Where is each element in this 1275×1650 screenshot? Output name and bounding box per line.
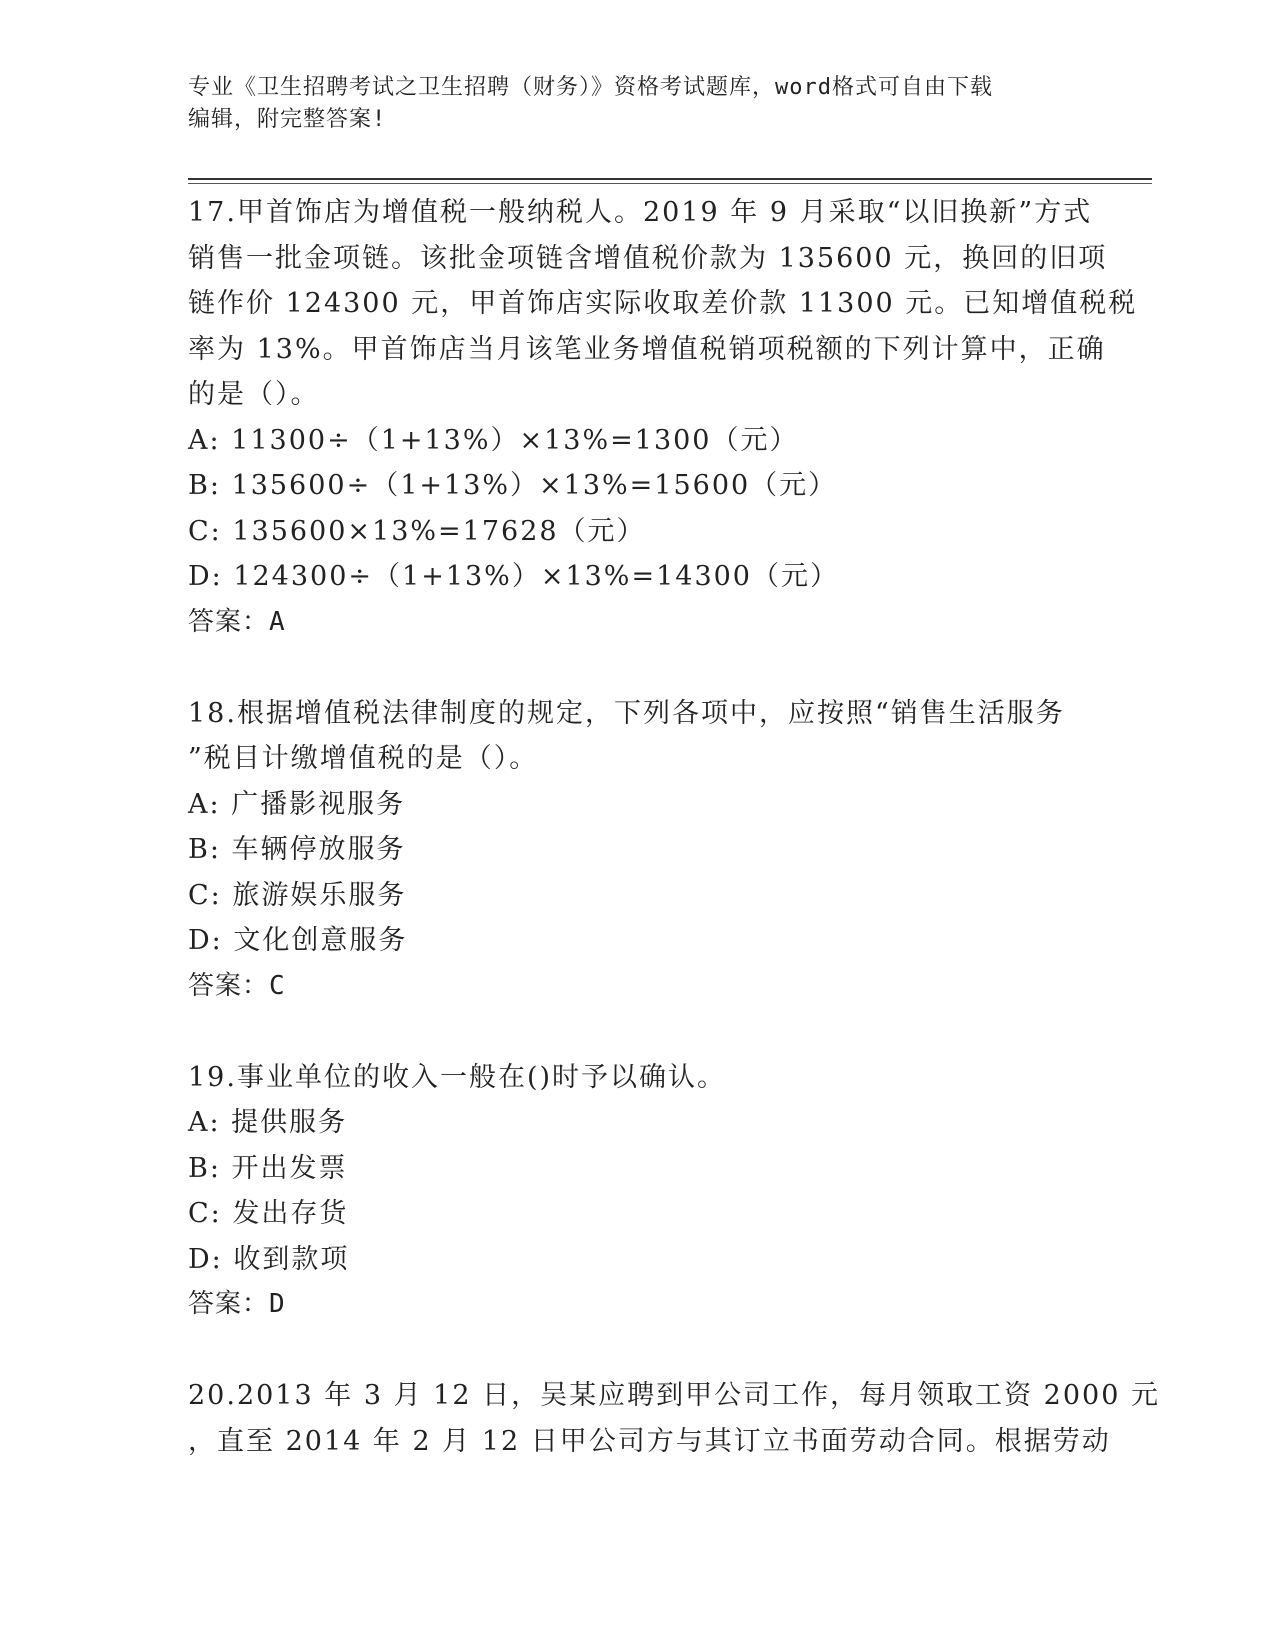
question-17-line-1: 17.甲首饰店为增值税一般纳税人。2019 年 9 月采取“以旧换新”方式 <box>188 197 1093 228</box>
question-20 <box>188 1373 1160 1464</box>
question-19 <box>188 1055 1088 1328</box>
question-18-option-a: A: 广播影视服务 <box>188 788 406 820</box>
question-18-option-c: C: 旅游娱乐服务 <box>188 879 407 911</box>
document-header <box>188 72 1068 136</box>
question-17-line-5: 的是（）。 <box>188 379 320 410</box>
question-19-line-1: 19.事业单位的收入一般在()时予以确认。 <box>188 1061 727 1093</box>
question-20-line-1: 20.2013 年 3 月 12 日，吴某应聘到甲公司工作，每月领取工资 2000 元 <box>188 1380 1160 1411</box>
question-18-option-d: D: 文化创意服务 <box>188 925 408 956</box>
question-19-answer: 答案：D <box>188 1289 286 1319</box>
question-19-option-d: D: 收到款项 <box>188 1243 350 1275</box>
question-list <box>188 190 1160 1464</box>
question-17-option-a: A: 11300÷（1+13%）×13%=1300（元） <box>188 424 799 456</box>
question-19-option-b: B: 开出发票 <box>188 1152 348 1184</box>
question-17-line-2: 销售一批金项链。该批金项链含增值税价款为 135600 元，换回的旧项 <box>188 242 1108 274</box>
question-18-answer: 答案：C <box>188 970 286 1001</box>
question-17-line-4: 率为 13%。甲首饰店当月该笔业务增值税销项税额的下列计算中，正确 <box>188 333 1106 365</box>
question-17-answer: 答案：A <box>188 606 286 637</box>
question-18-option-b: B: 车辆停放服务 <box>188 834 406 865</box>
question-18-line-2: ”税目计缴增值税的是（）。 <box>188 743 539 774</box>
question-17-option-b: B: 135600÷（1+13%）×13%=15600（元） <box>188 470 838 501</box>
question-19-option-c: C: 发出存货 <box>188 1198 349 1229</box>
question-17-option-c: C: 135600×13%=17628（元） <box>188 515 646 547</box>
spacer <box>188 645 1088 691</box>
question-17-option-d: D: 124300÷（1+13%）×13%=14300（元） <box>188 561 839 592</box>
question-20-line-2: ，直至 2014 年 2 月 12 日甲公司方与其订立书面劳动合同。根据劳动 <box>188 1425 1111 1457</box>
question-19-option-a: A: 提供服务 <box>188 1107 348 1138</box>
question-18 <box>188 691 1088 1010</box>
spacer <box>188 1009 1088 1055</box>
header-divider-thick <box>188 178 1152 180</box>
header-divider-thin <box>188 183 1152 184</box>
question-18-line-1: 18.根据增值税法律制度的规定，下列各项中，应按照“销售生活服务 <box>188 697 1065 729</box>
question-17 <box>188 190 1138 645</box>
spacer <box>188 1328 1088 1374</box>
header-line-1: 专业《卫生招聘考试之卫生招聘（财务）》资格考试题库，word格式可自由下载 <box>188 75 993 100</box>
header-line-2: 编辑，附完整答案! <box>188 107 387 132</box>
question-17-line-3: 链作价 124300 元，甲首饰店实际收取差价款 11300 元。已知增值税税 <box>188 288 1138 319</box>
